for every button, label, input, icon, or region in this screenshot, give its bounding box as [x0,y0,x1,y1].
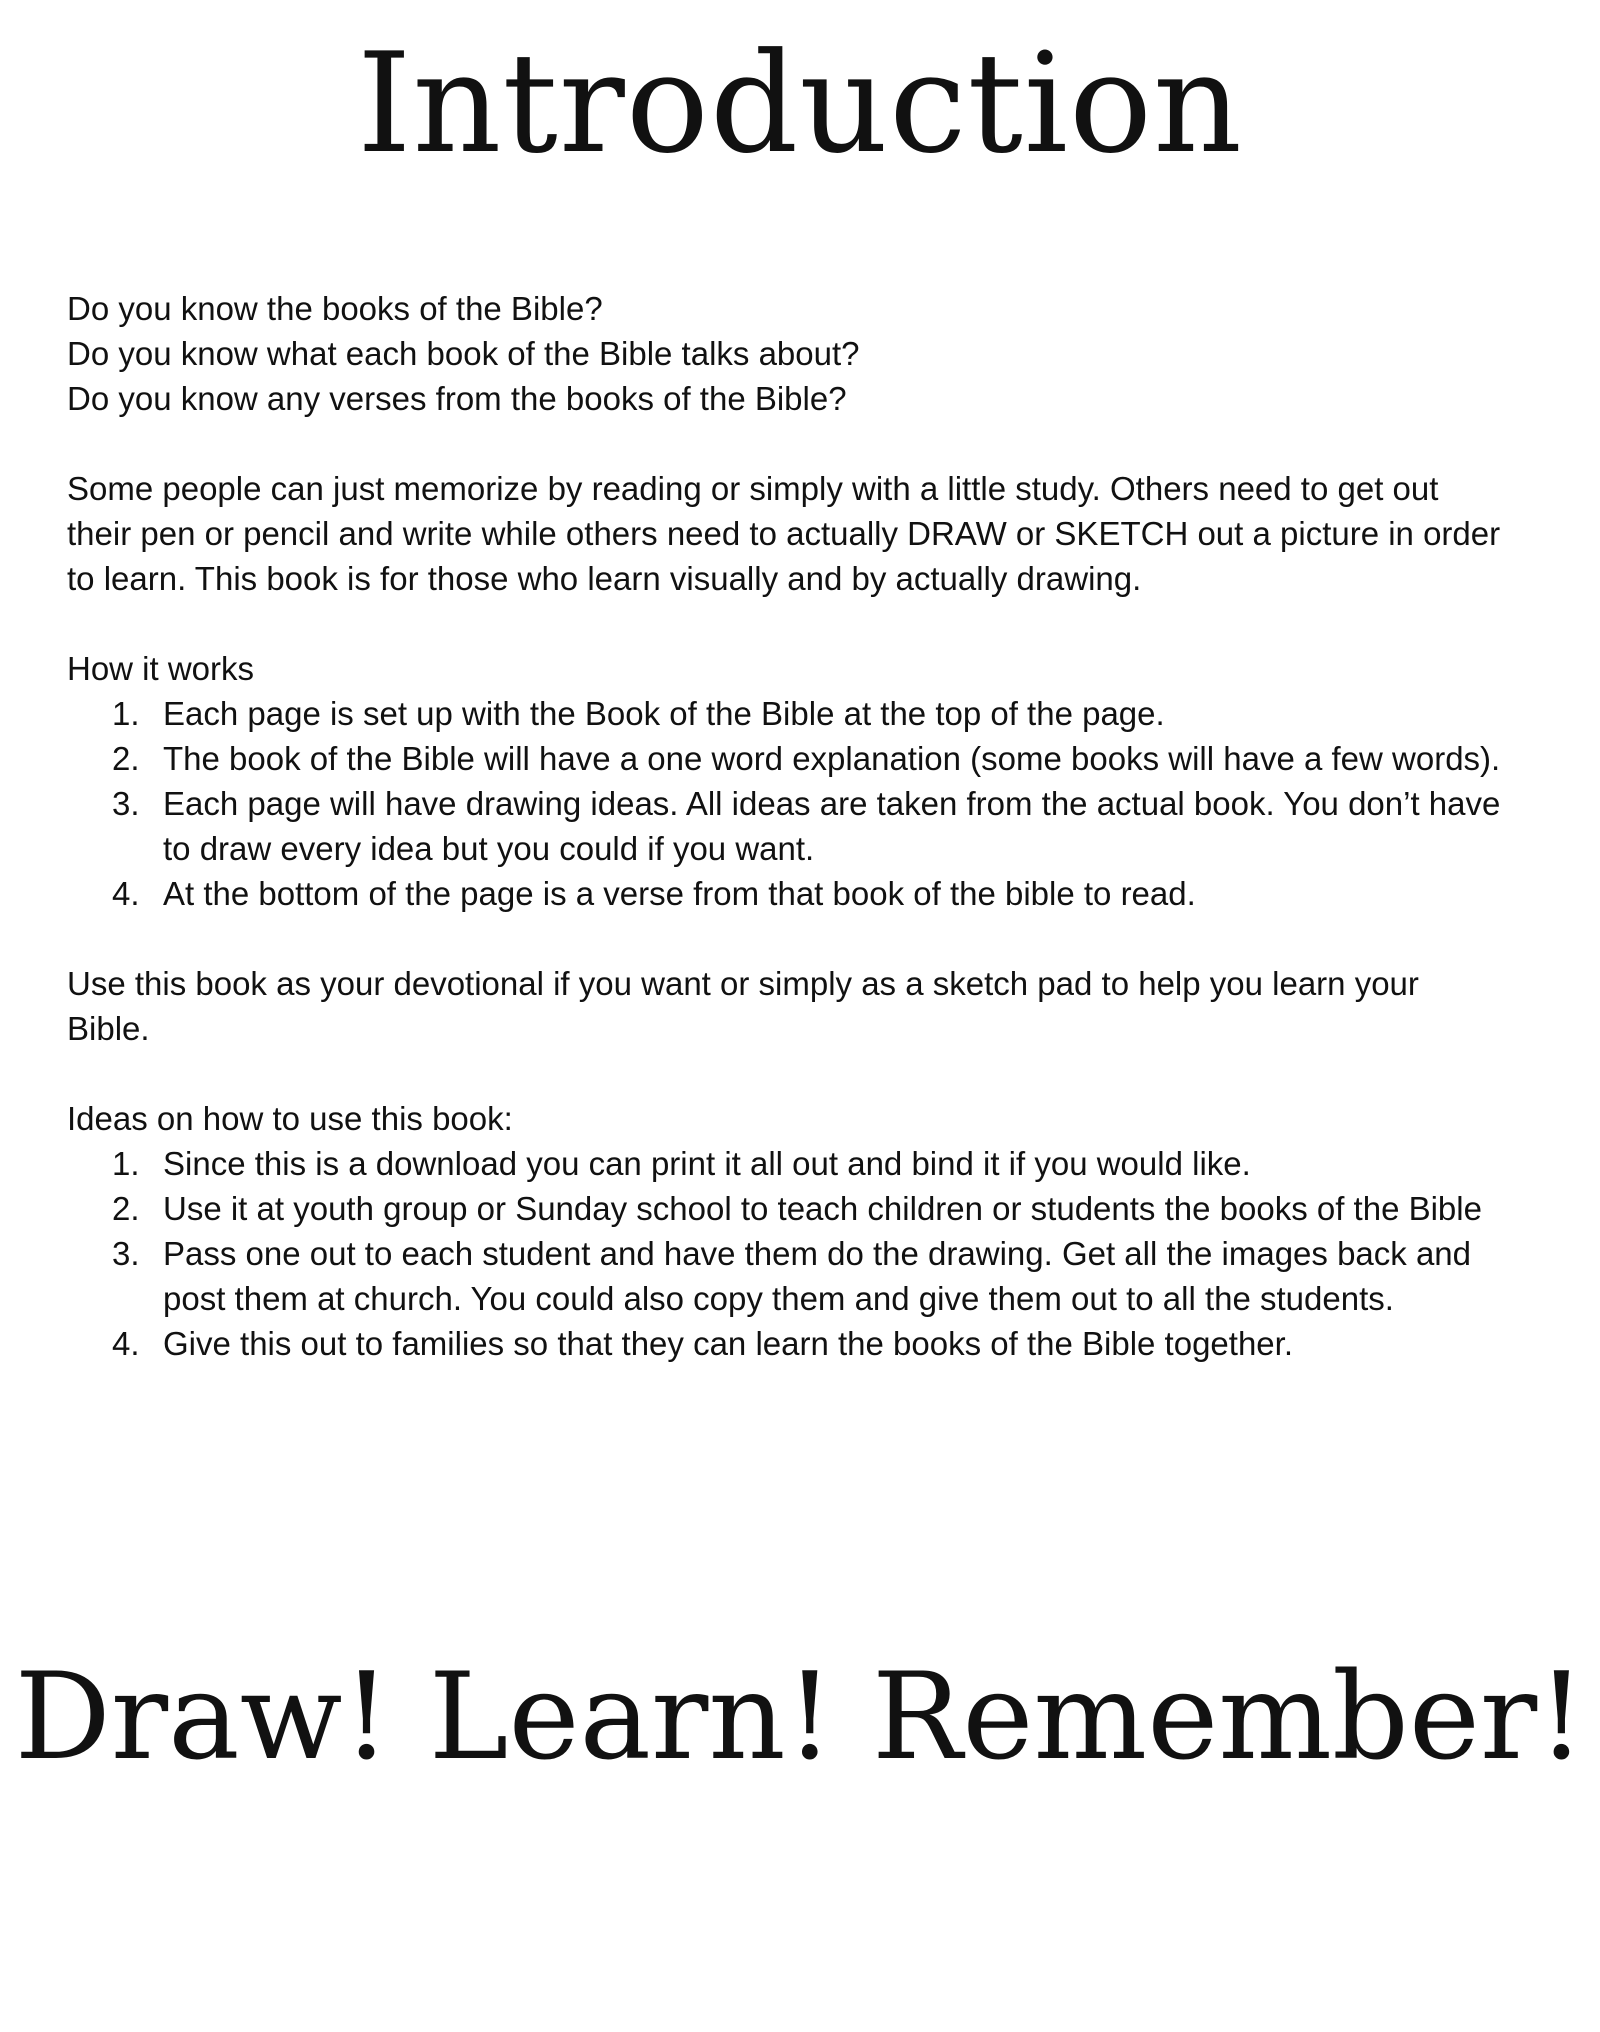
list-number: 2. [112,740,140,777]
list-item [67,871,1507,916]
list-number: 1. [112,1145,140,1182]
spacer [67,916,1507,961]
spacer [67,601,1507,646]
list-item [67,781,1507,871]
list-number: 1. [112,695,140,732]
list-item [67,1186,1507,1231]
list-number: 4. [112,875,140,912]
usage-paragraph: Use this book as your devotional if you want or simply as a sketch pad to help you learn your Bible. [67,965,1419,1047]
list-text: Since this is a download you can print it all out and bind it if you would like. [163,1145,1251,1182]
ideas-heading: Ideas on how to use this book: [67,1100,513,1137]
list-text: Pass one out to each student and have them do the drawing. Get all the images back and post them at church. You could also copy them and give them out to all the students. [163,1235,1472,1317]
footer-slogan: Draw! Learn! Remember! [14,1648,1586,1787]
page-title: Introduction [357,23,1243,184]
question-line: Do you know any verses from the books of the Bible? [67,380,847,417]
body-content [67,286,1507,1366]
list-number: 2. [112,1190,140,1227]
how-it-works-list [67,691,1507,916]
how-it-works-heading: How it works [67,650,255,687]
list-text: At the bottom of the page is a verse from that book of the bible to read. [163,875,1196,912]
ideas-list [67,1141,1507,1366]
intro-paragraph: Some people can just memorize by reading or simply with a little study. Others need to get out their pen or pencil and write while others need to actually DRAW or SKETCH out a picture in order to learn. This book is for those who learn visually and by actually drawing. [67,470,1501,597]
list-item [67,1141,1507,1186]
list-item [67,691,1507,736]
question-line: Do you know what each book of the Bible talks about? [67,335,860,372]
list-text: Use it at youth group or Sunday school to teach children or students the books of the Bible [163,1190,1482,1227]
list-number: 3. [112,1235,140,1272]
question-line: Do you know the books of the Bible? [67,290,603,327]
list-text: Each page is set up with the Book of the Bible at the top of the page. [163,695,1165,732]
list-number: 3. [112,785,140,822]
list-item [67,736,1507,781]
list-number: 4. [112,1325,140,1362]
list-item [67,1321,1507,1366]
list-text: The book of the Bible will have a one word explanation (some books will have a few words). [163,740,1501,777]
list-item [67,1231,1507,1321]
list-text: Each page will have drawing ideas. All ideas are taken from the actual book. You don’t have to draw every idea but you could if you want. [163,785,1501,867]
spacer [67,1051,1507,1096]
spacer [67,421,1507,466]
list-text: Give this out to families so that they can learn the books of the Bible together. [163,1325,1293,1362]
